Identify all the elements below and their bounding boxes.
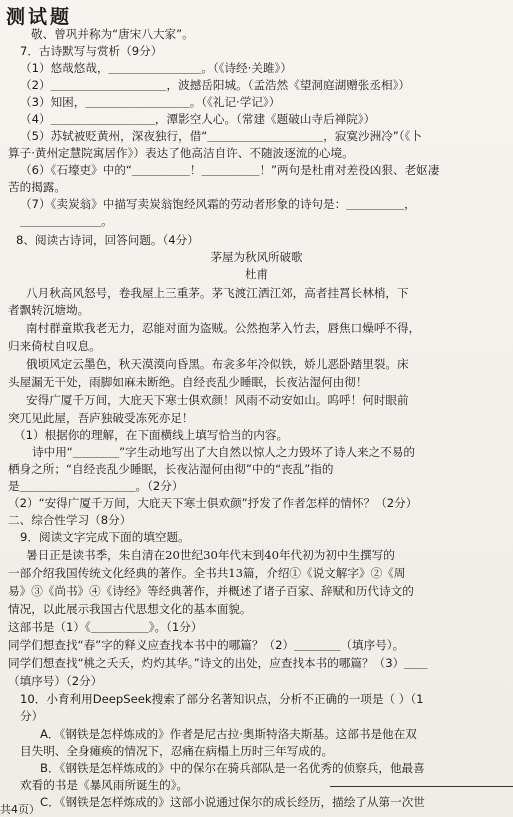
passage-line: 一部介绍我国传统文化经典的著作。全书共13篇，介绍①《说文解字》②《周 — [8, 566, 406, 580]
text-line: （7）《卖炭翁》中描写卖炭翁饱经风霜的劳动者形象的诗句是：＿＿＿＿＿， — [20, 197, 416, 211]
passage-line: 易》③《尚书》④《诗经》等经典著作，并概述了诸子百家、辞赋和历代诗文的 — [8, 584, 414, 598]
question-7-title: 7．古诗默写与赏析（9分） — [20, 44, 163, 58]
passage-line: 暑日正是读书季，朱自清在20世纪30年代末到40年代初为初中生撰写的 — [26, 548, 395, 562]
text-line: 栖身之所；“自经丧乱少睡眠，长夜沾湿何由彻”中的“丧乱”指的 — [8, 462, 334, 476]
poem-line: 者飘转沉塘坳。 — [8, 303, 90, 317]
text-line: （4）＿＿＿＿＿＿＿＿＿，潭影空人心。（常建《题破山寺后禅院》） — [20, 112, 376, 126]
text-line: 算子·黄州定慧院寓居作》）表达了他高洁自许、不随波逐流的心境。 — [8, 146, 354, 160]
text-line: 是＿＿＿＿＿＿＿＿＿＿。（2分） — [8, 479, 184, 493]
passage-line: 情况，以此展示我国古代思想文化的基本面貌。 — [8, 602, 252, 616]
text-line: （5）苏轼被贬黄州，深夜独行，借“＿＿＿＿＿＿＿＿＿＿，寂寞沙洲冷”（《卜 — [20, 129, 422, 143]
text-line: 同学们想查找“春”字的释义应查找本书中的哪篇？（2）＿＿＿＿（填序号）。 — [8, 638, 405, 652]
text-line: 苦的揭露。 — [8, 180, 66, 194]
poem-line: 八月秋高风怒号，卷我屋上三重茅。茅飞渡江洒江郊，高者挂罥长林梢，下 — [26, 286, 409, 300]
text-line: 欢看的书是《暴风雨所诞生的》。 — [20, 778, 189, 792]
page-header: 测试题 — [6, 6, 73, 28]
poem-line: 归来倚杖自叹息。 — [8, 339, 101, 353]
option-c: C．《钢铁是怎样炼成的》这部小说通过保尔的成长经历，描绘了从第一次世 — [40, 795, 425, 809]
poem-line: 安得广厦千万间，大庇天下寒士俱欢颜！风雨不动安如山。呜呼！何时眼前 — [26, 393, 409, 407]
option-b: B．《钢铁是怎样炼成的》中的保尔在骑兵部队是一名优秀的侦察兵，他最喜 — [40, 761, 425, 775]
divider — [330, 786, 513, 787]
poem-author: 杜甫 — [245, 267, 268, 281]
section-2-title: 二、综合性学习（8分） — [8, 513, 132, 527]
page-footer: 共4页） — [0, 803, 40, 816]
text-line: （3）知困，＿＿＿＿＿＿＿＿＿。（《礼记·学记》） — [20, 95, 281, 109]
option-a: A．《钢铁是怎样炼成的》作者是尼古拉·奥斯特洛夫斯基。这部书是他在双 — [40, 727, 417, 741]
question-8-title: 8、阅读古诗词，回答问题。（4分） — [16, 233, 199, 247]
text-line: ＿＿＿＿＿＿＿。 — [20, 214, 113, 228]
poem-line: 南村群童欺我老无力，忍能对面为盗贼。公然抱茅入竹去，唇焦口燥呼不得， — [26, 321, 421, 335]
text-line: 这部书是（1）《＿＿＿＿＿》。（1分） — [8, 620, 203, 634]
text-line: （2）＿＿＿＿＿＿＿＿＿＿，波撼岳阳城。（孟浩然《望洞庭湖赠张丞相》） — [20, 78, 410, 92]
text-line: （填序号）（2分） — [8, 674, 103, 688]
question-9-title: 9．阅读文字完成下面的填空题。 — [20, 530, 190, 544]
text-line: 敬、曾巩并称为“唐宋八大家”。 — [31, 27, 194, 41]
text-line: （1）悠哉悠哉，＿＿＿＿＿＿＿＿。（《诗经·关雎》） — [20, 61, 292, 75]
text-line: 同学们想查找“桃之夭夭，灼灼其华。”诗文的出处，应查找本书的哪篇？（3）＿＿ — [8, 656, 428, 670]
poem-line: 突兀见此屋，吾庐独破受冻死亦足！ — [8, 411, 194, 425]
poem-line: 俄顷风定云墨色，秋天漠漠向昏黑。布衾多年冷似铁，娇儿恶卧踏里裂。床 — [26, 357, 409, 371]
poem-line: 头屋漏无干处，雨脚如麻未断绝。自经丧乱少睡眠，长夜沾湿何由彻！ — [8, 375, 368, 389]
text-line: 目失明、全身瘫痪的情况下，忍痛在病榻上历时三年写成的。 — [20, 744, 334, 758]
text-line: （6）《石壕吏》中的“＿＿＿＿＿！＿＿＿＿＿！”两句是杜甫对差役凶狠、老妪凄 — [20, 163, 440, 177]
text-line: 分） — [20, 709, 44, 723]
text-line: 诗中用“＿＿＿＿”字生动地写出了大自然以惊人之力毁坏了诗人来之不易的 — [32, 445, 416, 459]
text-line: （1）根据你的理解，在下面横线上填写恰当的内容。 — [14, 428, 289, 442]
question-10-title: 10．小育利用DeepSeek搜索了部分名著知识点，分析不正确的一项是（ ）（1 — [20, 692, 424, 706]
poem-title: 茅屋为秋风所破歌 — [210, 250, 303, 264]
text-line: （2）“安得广厦千万间，大庇天下寒士俱欢颜”抒发了作者怎样的情怀？（2分） — [8, 496, 418, 510]
